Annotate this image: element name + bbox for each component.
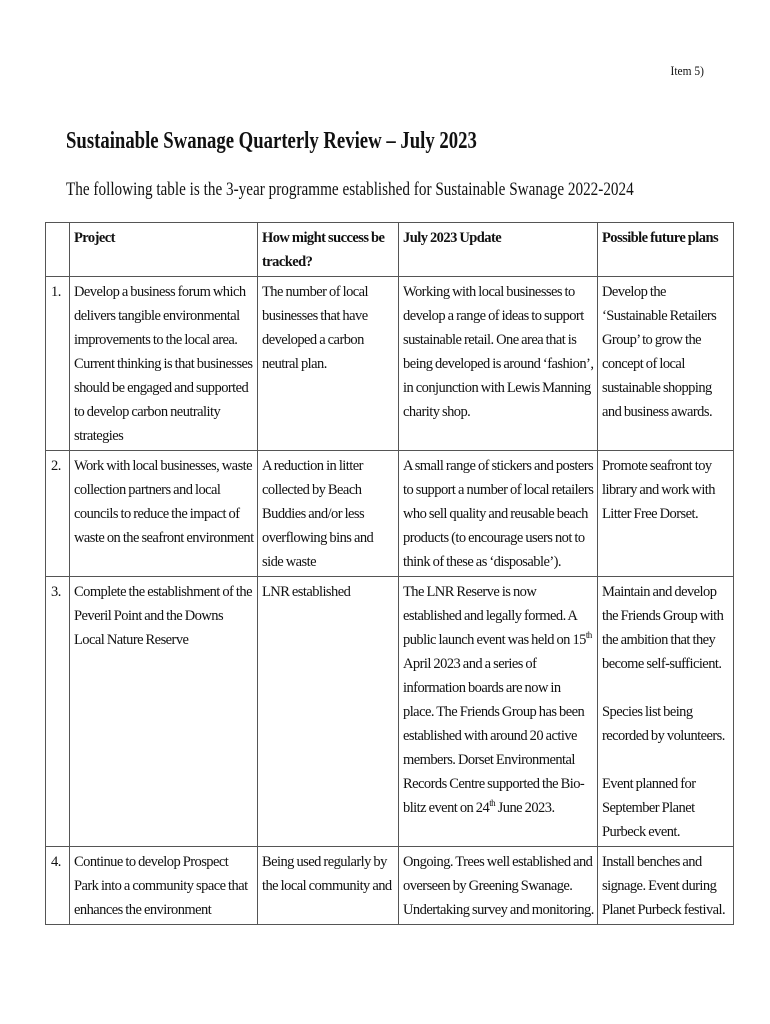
- table-row: [46, 451, 734, 577]
- future-paragraph: Species list being recorded by volunteers.: [602, 704, 725, 744]
- ordinal-suffix: th: [585, 630, 592, 641]
- update-cell: Ongoing. Trees well established and overseen by Greening Swanage. Undertaking survey and monitoring.: [399, 847, 598, 925]
- project-cell: Continue to develop Prospect Park into a community space that enhances the environment: [70, 847, 258, 925]
- table-row: [46, 847, 734, 925]
- ordinal-suffix: th: [489, 798, 496, 809]
- success-cell: LNR established: [258, 577, 399, 847]
- table-row: [46, 577, 734, 847]
- row-number: 1.: [46, 277, 70, 451]
- future-cell: Install benches and signage. Event during Planet Purbeck festival.: [598, 847, 734, 925]
- table-header-row: [46, 223, 734, 277]
- document-title: Sustainable Swanage Quarterly Review – July 2023: [66, 128, 477, 154]
- success-cell: Being used regularly by the local community and: [258, 847, 399, 925]
- header-future: Possible future plans: [598, 223, 734, 277]
- update-cell: Working with local businesses to develop a range of ideas to support sustainable retail. One area that is being developed is around ‘fashion’, in conjunction with Lewis Manning charity shop.: [399, 277, 598, 451]
- future-cell: [598, 577, 734, 847]
- future-paragraph: Event planned for September Planet Purbeck event.: [602, 776, 696, 840]
- header-success: How might success be tracked?: [258, 223, 399, 277]
- header-number: [46, 223, 70, 277]
- success-cell: The number of local businesses that have developed a carbon neutral plan.: [258, 277, 399, 451]
- paragraph-gap: [602, 676, 730, 700]
- header-project: Project: [70, 223, 258, 277]
- update-cell: [399, 577, 598, 847]
- row-number: 3.: [46, 577, 70, 847]
- update-text-part: The LNR Reserve is now established and legally formed. A public launch event was held on 15: [403, 584, 586, 648]
- project-cell: Complete the establishment of the Peveril Point and the Downs Local Nature Reserve: [70, 577, 258, 847]
- future-cell: Develop the ‘Sustainable Retailers Group’ to grow the concept of local sustainable shopping and business awards.: [598, 277, 734, 451]
- item-reference: Item 5): [670, 63, 704, 78]
- header-update: July 2023 Update: [399, 223, 598, 277]
- project-cell: Develop a business forum which delivers tangible environmental improvements to the local area. Current thinking is that businesses should be engaged and supported to develop carbon neutrality strategies: [70, 277, 258, 451]
- update-text-part: June 2023.: [495, 800, 555, 816]
- intro-text: The following table is the 3-year programme established for Sustainable Swanage 2022-2024: [66, 179, 634, 200]
- row-number: 2.: [46, 451, 70, 577]
- row-number: 4.: [46, 847, 70, 925]
- project-cell: Work with local businesses, waste collection partners and local councils to reduce the impact of waste on the seafront environment: [70, 451, 258, 577]
- programme-table: [45, 222, 734, 925]
- paragraph-gap: [602, 748, 730, 772]
- table-row: [46, 277, 734, 451]
- future-paragraph: Maintain and develop the Friends Group with the ambition that they become self-sufficient.: [602, 584, 724, 672]
- update-text-part: April 2023 and a series of information boards are now in place. The Friends Group has been established with around 20 active members. Dorset Environmental Records Centre supported the Bio-blitz event on 24: [403, 656, 585, 816]
- success-cell: A reduction in litter collected by Beach Buddies and/or less overflowing bins and side waste: [258, 451, 399, 577]
- future-cell: Promote seafront toy library and work with Litter Free Dorset.: [598, 451, 734, 577]
- update-cell: A small range of stickers and posters to support a number of local retailers who sell quality and reusable beach products (to encourage users not to think of these as ‘disposable’).: [399, 451, 598, 577]
